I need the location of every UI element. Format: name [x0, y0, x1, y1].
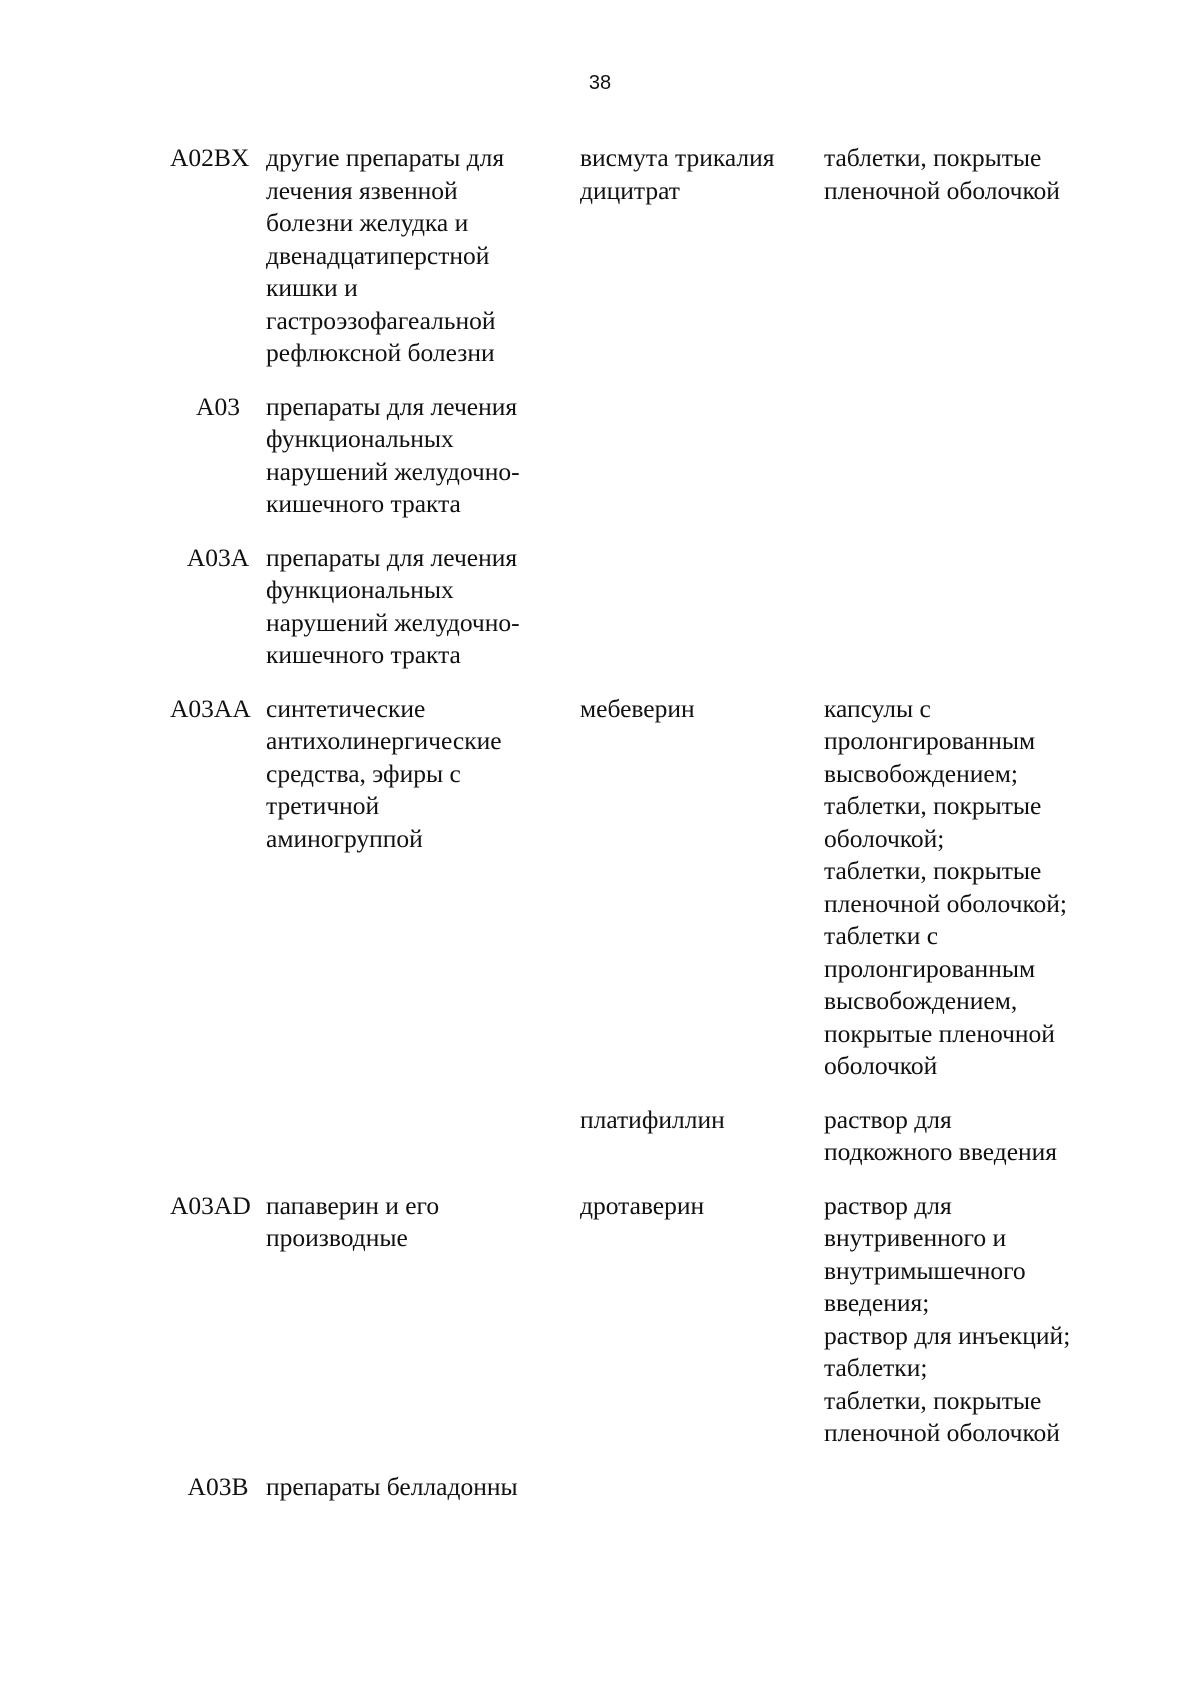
group-name: синтетические антихолинергические средства, эфиры с третичной аминогруппой [266, 693, 502, 853]
group-name: препараты белладонны [266, 1471, 518, 1501]
group-name: другие препараты для лечения язвенной болезни желудка и двенадцатиперстной кишки и гастроэзофагеальной рефлюксной болезни [266, 143, 505, 367]
dosage-form: таблетки, покрытые пленочной оболочкой [824, 143, 1060, 205]
atc-code: A03AA [170, 693, 251, 723]
atc-code: A03B [187, 1471, 249, 1501]
table-row [170, 1471, 1170, 1504]
table-row [170, 542, 1170, 672]
atc-code: A03 [196, 391, 240, 421]
table-row [170, 693, 1170, 1083]
atc-code: A03A [186, 542, 250, 572]
drug-name: висмута трикалия дицитрат [580, 143, 775, 205]
dosage-form: капсулы с пролонгированным высвобождением; таблетки, покрытые оболочкой; таблетки, покрытые пленочной оболочкой; таблетки с пролонгированным высвобождением, покрытые пленочной оболочкой [824, 693, 1068, 1080]
table-row [170, 1104, 1170, 1169]
table-row [170, 142, 1170, 370]
table-row [170, 391, 1170, 521]
page-number: 38 [588, 72, 612, 94]
group-name: препараты для лечения функциональных нарушений желудочно- кишечного тракта [266, 542, 520, 669]
drug-name: мебеверин [580, 693, 695, 723]
atc-code: A03AD [170, 1190, 251, 1220]
group-name: препараты для лечения функциональных нарушений желудочно- кишечного тракта [266, 391, 520, 518]
group-name: папаверин и его производные [266, 1190, 440, 1252]
drug-name: дротаверин [580, 1190, 705, 1220]
table-row [170, 1190, 1170, 1450]
drug-name: платифиллин [580, 1104, 725, 1134]
dosage-form: раствор для внутривенного и внутримышечного введения; раствор для инъекций; таблетки; таблетки, покрытые пленочной оболочкой [824, 1190, 1071, 1447]
atc-code: A02BX [170, 143, 250, 172]
dosage-form: раствор для подкожного введения [824, 1104, 1058, 1166]
drug-table [170, 142, 1170, 1524]
